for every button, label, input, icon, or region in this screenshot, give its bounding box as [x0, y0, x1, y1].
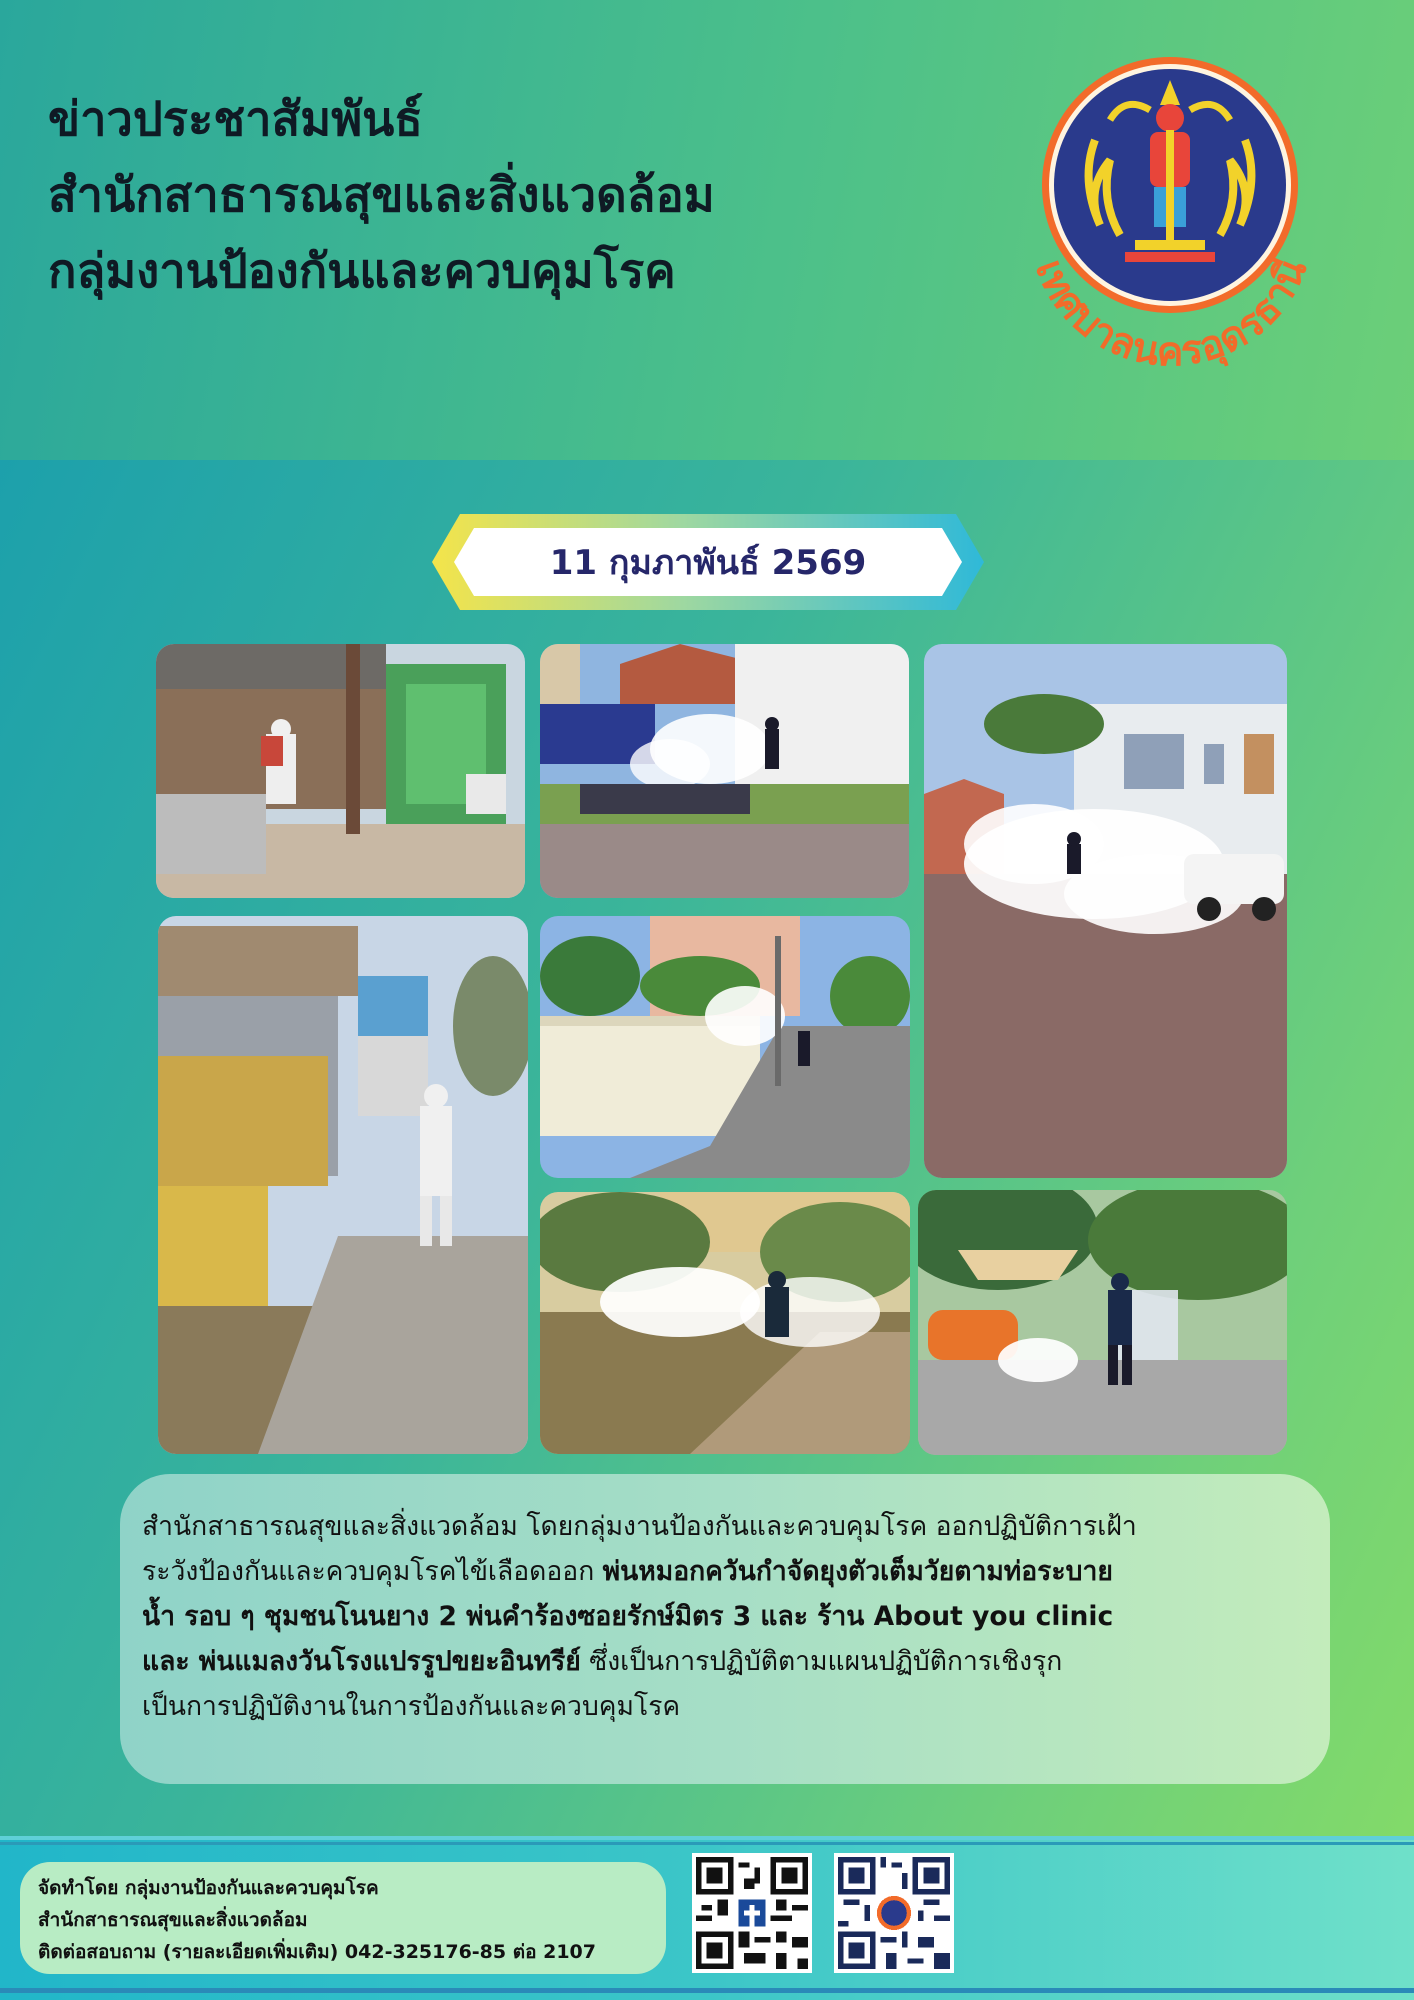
photo-fogging-clinic-yard [918, 1190, 1287, 1455]
footer-stripe-top-2 [0, 1842, 1414, 1845]
municipal-seal-icon [1000, 50, 1340, 380]
description-line-5: เป็นการปฏิบัติงานในการป้องกันและควบคุมโรค [142, 1691, 681, 1722]
date-text: 11 กุมภาพันธ์ 2569 [549, 543, 867, 583]
description-line-1: สำนักสาธารณสุขและสิ่งแวดล้อม โดยกลุ่มงานป้องกันและควบคุมโรค ออกปฏิบัติการเฝ้า [142, 1511, 1137, 1542]
qr-code-seal-icon[interactable] [834, 1853, 954, 1973]
header-title-3: กลุ่มงานป้องกันและควบคุมโรค [48, 244, 676, 299]
qr-code-facebook-icon[interactable] [692, 1853, 812, 1973]
footer-line-1: จัดทำโดย กลุ่มงานป้องกันและควบคุมโรค [38, 1877, 379, 1899]
description-box [120, 1474, 1330, 1784]
header-title-1: ข่าวประชาสัมพันธ์ [48, 92, 423, 147]
footer-stripe-bottom [0, 1988, 1414, 1993]
description-line-2-normal: ระวังป้องกันและควบคุมโรคไข้เลือดออก [142, 1556, 603, 1587]
footer-line-3: ติดต่อสอบถาม (รายละเอียดเพิ่มเติม) 042-325176-85 ต่อ 2107 [38, 1941, 596, 1963]
header-title-2: สำนักสาธารณสุขและสิ่งแวดล้อม [48, 168, 715, 223]
photo-fogging-lawn-sign [540, 644, 909, 898]
logo-text: เทศบาลนครอุดรธานี [1026, 252, 1317, 376]
description-line-3 [142, 1594, 1308, 1639]
description-line-3-bold: น้ำ รอบ ๆ ชุมชนโนนยาง 2 พ่นคำร้องซอยรักษ์มิตร 3 และ ร้าน About you clinic [142, 1601, 1114, 1632]
description-line-2 [142, 1549, 1308, 1594]
header-band [0, 0, 1414, 460]
footer-stripe-top [0, 1836, 1414, 1840]
photo-fogging-parking-lot [924, 644, 1287, 1178]
date-banner [432, 514, 984, 610]
header-titles [48, 82, 948, 310]
description-line-4 [142, 1639, 1308, 1684]
photo-sprayer-near-machine [156, 644, 525, 898]
photo-fogging-fence-street [540, 916, 910, 1178]
footer-contact-box [20, 1862, 666, 1974]
description-line-4-normal: ซึ่งเป็นการปฏิบัติตามแผนปฏิบัติการเชิงรุก [580, 1646, 1063, 1677]
photo-fogging-dry-grass [540, 1192, 910, 1454]
photo-sprayer-alley-truck [158, 916, 528, 1454]
footer-line-2: สำนักสาธารณสุขและสิ่งแวดล้อม [38, 1909, 308, 1931]
description-line-2-bold: พ่นหมอกควันกำจัดยุงตัวเต็มวัยตามท่อระบาย [602, 1556, 1113, 1587]
description-line-4-bold: และ พ่นแมลงวันโรงแปรรูปขยะอินทรีย์ [142, 1646, 581, 1677]
